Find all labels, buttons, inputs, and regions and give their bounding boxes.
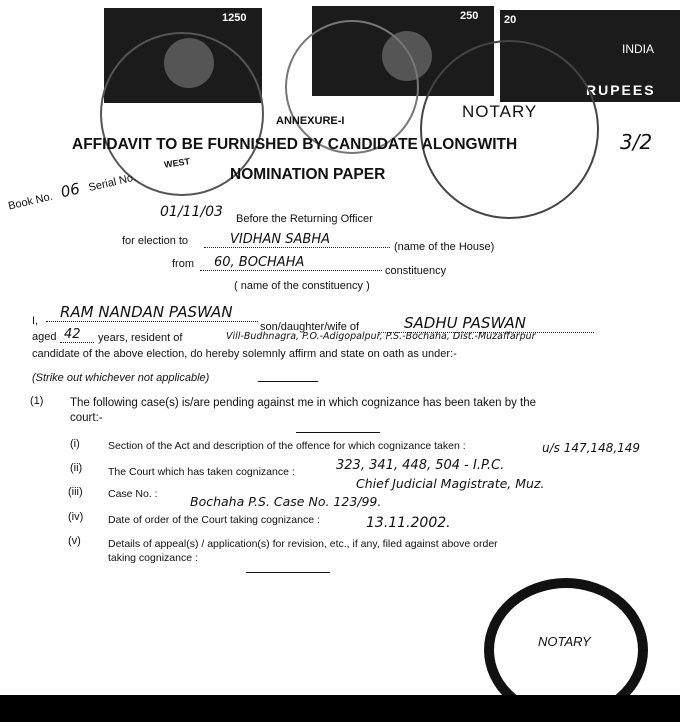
annexure-label: ANNEXURE-I [276, 115, 345, 127]
sub-item-num-3: (iii) [68, 486, 83, 498]
sub-item-label-1: Section of the Act and description of the offence for which cognizance taken : [108, 440, 466, 452]
item1-number: (1) [30, 395, 44, 407]
sub-item-value-4: 13.11.2002. [366, 515, 451, 531]
sub-item-label-3: Case No. : [108, 488, 158, 500]
from-value: 60, BOCHAHA [200, 255, 382, 271]
sub-item-value-3: Bochaha P.S. Case No. 123/99. [190, 494, 382, 509]
notary-seal-middle [285, 20, 419, 154]
page-title-line1: AFFIDAVIT TO BE FURNISHED BY CANDIDATE ALONGWITH [72, 136, 518, 153]
election-label: for election to [122, 235, 189, 247]
sub-item-num-1: (i) [70, 438, 80, 450]
seal-west-text: WEST [163, 156, 191, 170]
item1-text-a: The following case(s) is/are pending against me in which cognizance has been taken by the [70, 397, 537, 409]
stamp-value: 1250 [222, 12, 247, 24]
item1-arrow [296, 432, 380, 433]
item5-arrow [246, 572, 330, 573]
page-mark: 3/2 [620, 130, 653, 154]
strike-note: (Strike out whichever not applicable) [32, 372, 210, 384]
aged-label: aged [32, 331, 57, 343]
house-label: (name of the House) [394, 241, 495, 253]
page-title-line2: NOMINATION PAPER [230, 166, 386, 183]
seal-notary-text: NOTARY [462, 102, 538, 121]
bottom-seal-text: NOTARY [538, 634, 591, 649]
stamp-rupees: RUPEES [586, 82, 656, 98]
scan-bottom-bar [0, 695, 680, 722]
constituency-note: ( name of the constituency ) [234, 280, 370, 292]
age-value: 42 [60, 327, 94, 343]
before-returning-officer: Before the Returning Officer [236, 213, 373, 225]
notary-seal-right [420, 40, 599, 219]
book-no-value: 06 [58, 179, 82, 202]
resident-value: Vill-Budhnagra, P.O.-Adigopalpur, P.S.-Bochaha, Dist.-Muzaffarpur [226, 331, 536, 342]
item1-text-b: court:- [70, 412, 103, 424]
court-value: Chief Judicial Magistrate, Muz. [356, 476, 545, 491]
sub-item-num-5: (v) [68, 535, 81, 547]
years-label: years, resident of [98, 332, 183, 344]
father-name: SADHU PASWAN [378, 314, 594, 333]
stamp-country: INDIA [622, 42, 655, 56]
election-value: VIDHAN SABHA [204, 232, 390, 248]
prefix-i: I, [32, 315, 39, 327]
stamp-value: 20 [504, 14, 517, 26]
sub-item-label-5b: taking cognizance : [108, 552, 198, 564]
book-no-label: Book No. [7, 190, 54, 213]
deponent-name: RAM NANDAN PASWAN [46, 303, 258, 322]
sub-item-num-2: (ii) [70, 462, 83, 474]
book-serial-block [6, 167, 137, 214]
sub-item-value-1: u/s 147,148,149 [542, 441, 641, 455]
sub-item-label-5: Details of appeal(s) / application(s) for revision, etc., if any, filed against above order [108, 538, 498, 550]
from-label: from [172, 258, 194, 270]
constituency-label: constituency [385, 265, 447, 277]
relation-label: son/daughter/wife of [260, 321, 360, 333]
serial-label: Serial No. [87, 171, 138, 195]
sub-item-label-4: Date of order of the Court taking cognizance : [108, 514, 320, 526]
strike-arrow [258, 381, 318, 382]
sub-item-label-2: The Court which has taken cognizance : [108, 466, 295, 478]
serial-date: 01/11/03 [160, 204, 223, 220]
stamp-value: 250 [460, 10, 479, 22]
sub-item-num-4: (iv) [68, 511, 84, 523]
sub-item-value-2: 323, 341, 448, 504 - I.P.C. [336, 458, 505, 473]
candidate-line: candidate of the above election, do hereby solemnly affirm and state on oath as under:- [32, 348, 457, 360]
